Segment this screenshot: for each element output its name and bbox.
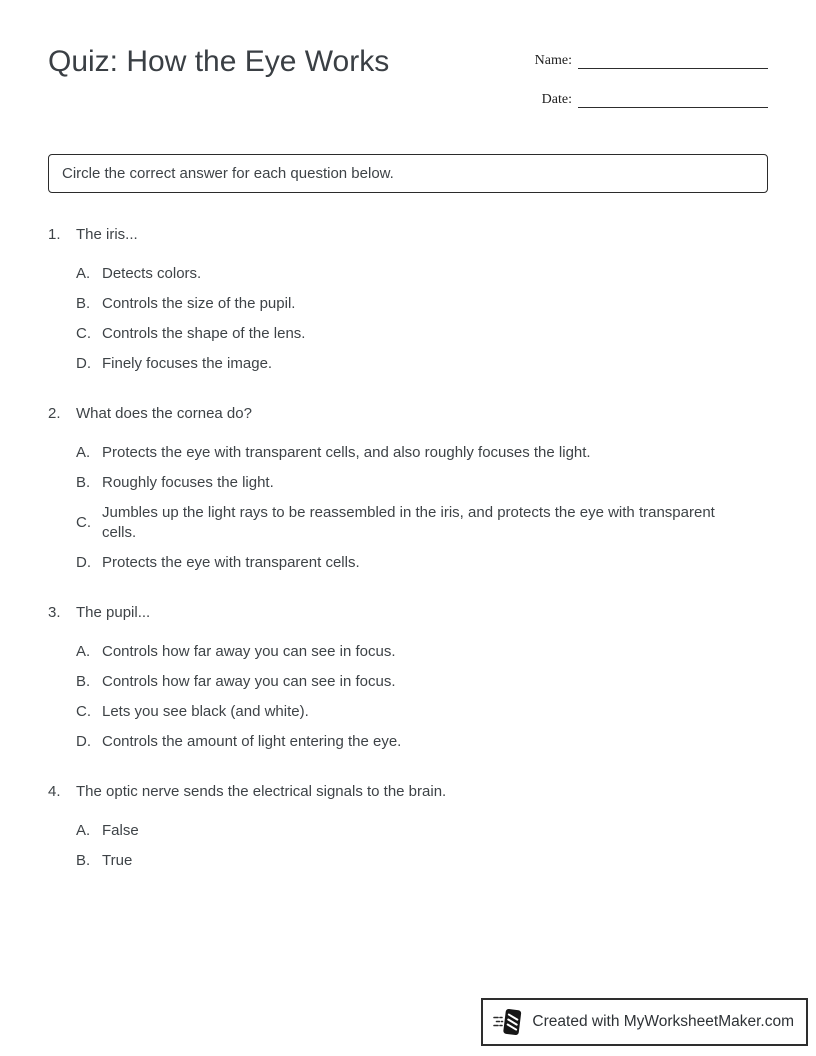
options [76,443,768,573]
option-letter: B. [76,474,91,491]
flying-worksheet-icon [493,1006,523,1038]
question-3 [48,603,768,752]
option-text: Roughly focuses the light. [102,474,274,491]
name-date-fields [528,49,768,108]
credit-box[interactable] [481,998,808,1046]
option-a[interactable] [76,642,768,662]
option-text: Controls the amount of light entering the eye. [102,733,402,750]
option-text: Jumbles up the light rays to be reassembled in the iris, and protects the eye with transparent cells. [102,504,715,541]
option-letter: A. [76,265,91,282]
options [76,642,768,752]
option-d[interactable] [76,553,768,573]
question-text: The pupil... [76,604,151,621]
option-letter: B. [76,295,91,312]
question-text: The optic nerve sends the electrical signals to the brain. [76,783,447,800]
option-text: Controls the size of the pupil. [102,295,296,312]
question-text: What does the cornea do? [76,405,252,422]
page-title: Quiz: How the Eye Works [48,45,390,78]
instructions-text: Circle the correct answer for each question below. [62,165,394,182]
option-text: True [102,852,133,869]
name-input-line[interactable] [578,49,768,69]
option-text: Controls how far away you can see in focus. [102,673,396,690]
question-number: 4. [48,783,61,800]
option-letter: C. [76,325,91,342]
option-d[interactable] [76,354,768,374]
option-text: Protects the eye with transparent cells, and also roughly focuses the light. [102,444,591,461]
option-text: Lets you see black (and white). [102,703,309,720]
option-b[interactable] [76,672,768,692]
question-number: 3. [48,604,61,621]
date-field-row [528,88,768,108]
option-c[interactable] [76,324,768,344]
question-1 [48,225,768,374]
option-d[interactable] [76,732,768,752]
options [76,264,768,374]
option-b[interactable] [76,473,768,493]
option-b[interactable] [76,294,768,314]
option-letter: A. [76,444,91,461]
option-letter: C. [76,703,91,720]
question-text-row [48,603,768,623]
credit-text: Created with MyWorksheetMaker.com [532,1013,794,1030]
question-text-row [48,225,768,245]
option-b[interactable] [76,851,768,871]
option-text: False [102,822,139,839]
question-list [48,225,768,871]
option-text: Controls how far away you can see in focus. [102,643,396,660]
option-c[interactable] [76,503,768,543]
question-2 [48,404,768,573]
option-letter: B. [76,673,91,690]
option-letter: D. [76,355,91,372]
option-a[interactable] [76,443,768,463]
option-letter: D. [76,733,91,750]
question-text-row [48,782,768,802]
name-label: Name: [534,53,572,68]
option-text: Finely focuses the image. [102,355,273,372]
option-letter: A. [76,822,91,839]
option-letter: C. [76,514,91,531]
option-a[interactable] [76,821,768,841]
option-letter: B. [76,852,91,869]
option-letter: A. [76,643,91,660]
option-text: Detects colors. [102,265,202,282]
question-text-row [48,404,768,424]
option-c[interactable] [76,702,768,722]
option-text: Controls the shape of the lens. [102,325,306,342]
name-field-row [528,49,768,69]
instructions-box [48,154,768,193]
question-4 [48,782,768,871]
question-number: 1. [48,226,61,243]
option-text: Protects the eye with transparent cells. [102,554,360,571]
header [48,44,768,108]
option-a[interactable] [76,264,768,284]
option-letter: D. [76,554,91,571]
question-number: 2. [48,405,61,422]
date-input-line[interactable] [578,88,768,108]
options [76,821,768,871]
question-text: The iris... [76,226,138,243]
date-label: Date: [541,92,572,107]
